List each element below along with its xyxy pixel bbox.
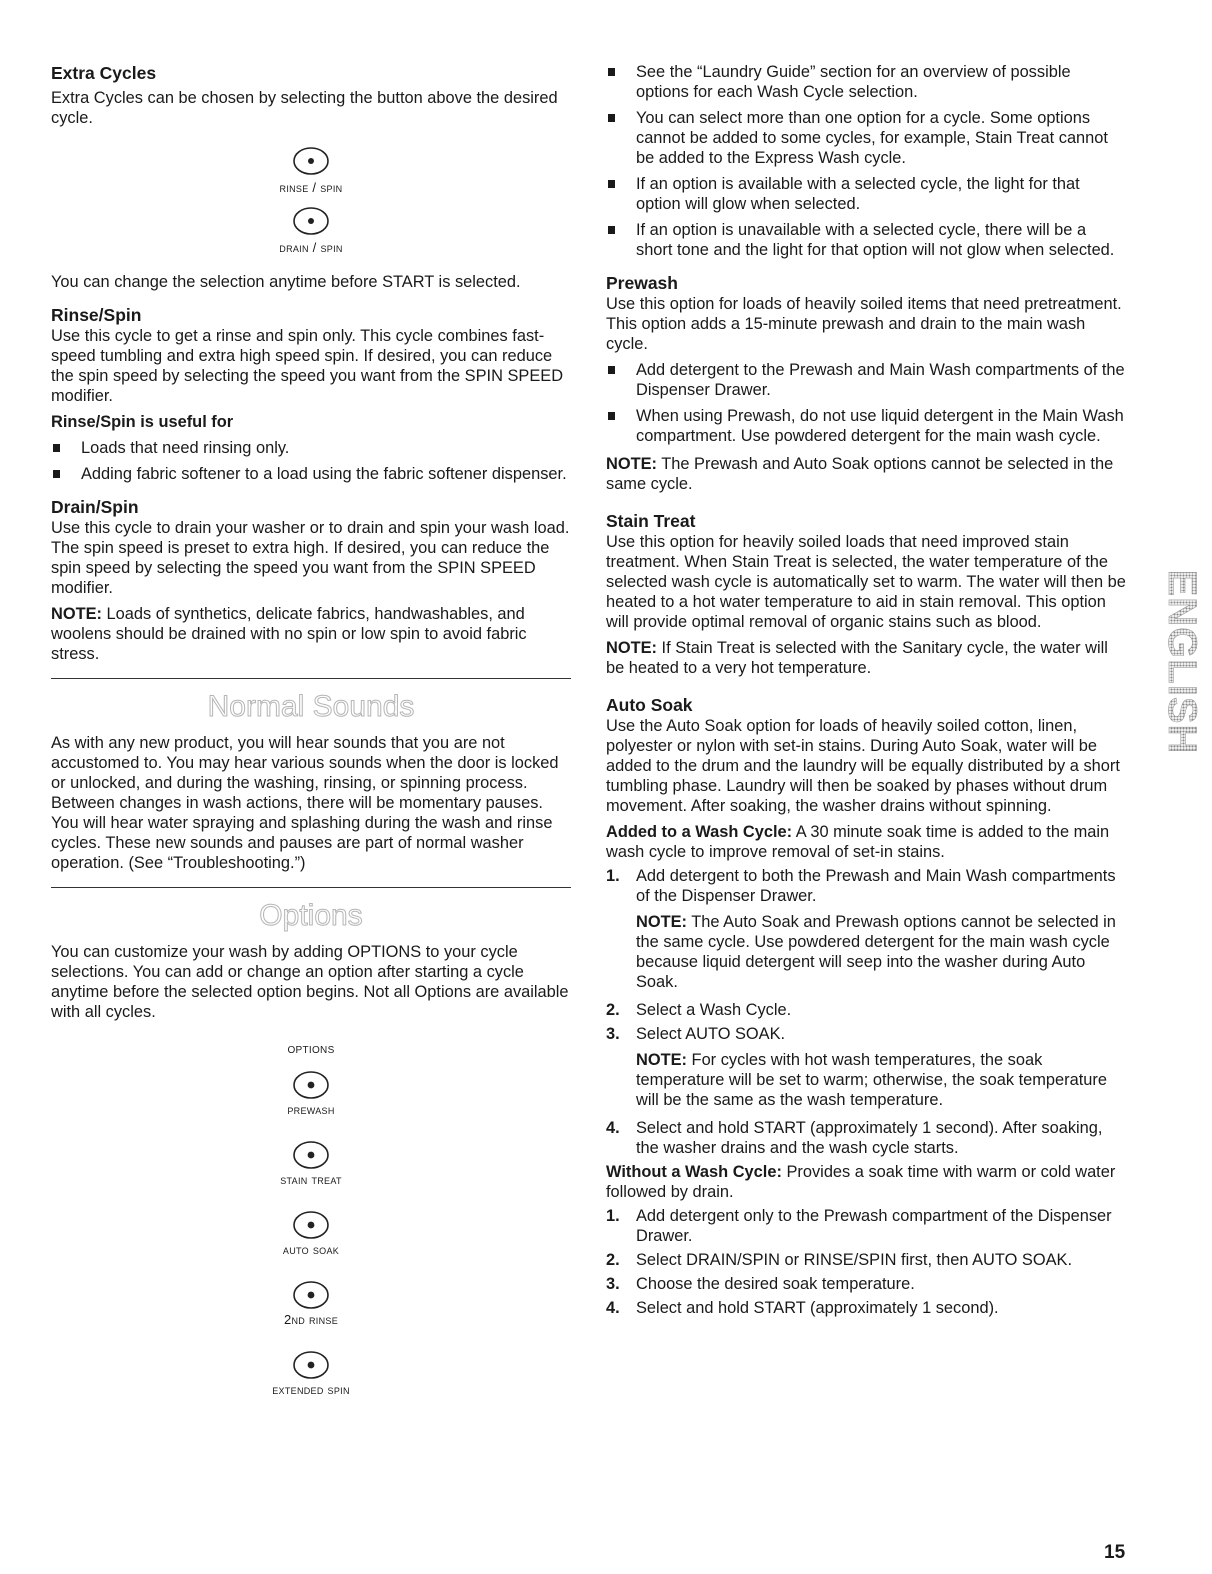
step-number: 3. [606,1275,620,1293]
note-label: NOTE: [51,605,102,623]
note-text: The Prewash and Auto Soak options cannot be selected in the same cycle. [606,455,1114,493]
list-item: If an option is unavailable with a selected cycle, there will be a short tone and the light for that option will not glow when selected. [606,220,1126,260]
list-item [606,1274,1126,1294]
added-steps [606,866,1126,1158]
list-item [606,1118,1126,1158]
stain-treat-heading: Stain Treat [606,511,696,531]
extra-cycles-intro: Extra Cycles can be chosen by selecting the button above the desired cycle. [51,89,558,127]
section-divider [51,887,571,888]
button-oval-icon [288,1140,334,1170]
extra-cycles-heading: Extra Cycles [51,63,157,83]
without-label: Without a Wash Cycle: [606,1163,782,1181]
note-label: NOTE: [606,639,657,657]
auto-soak-caption: auto soak [282,1242,340,1257]
list-item: You can select more than one option for a cycle. Some options cannot be added to some cycles, for example, Stain Treat cannot be added to the Express Wash cycle. [606,108,1126,168]
page-number: 15 [1104,1542,1126,1563]
step-text: Add detergent to both the Prewash and Main Wash compartments of the Dispenser Drawer. [636,867,1116,905]
options-panel-label: options [287,1040,335,1056]
without-steps [606,1206,1126,1318]
normal-sounds-body: As with any new product, you will hear sounds that you are not accustomed to. You may hear various sounds when the door is locked or unlocked, and during the washing, rinsing, or spinning process. Between changes in wash actions, there will be momentary pauses. You will hear water spraying and splashing during the wash and rinse cycles. These new sounds and pauses are part of normal washer operation. (See “Troubleshooting.”) [51,734,559,872]
note-label: NOTE: [606,455,657,473]
step-note [636,912,1126,992]
step-text: Choose the desired soak temperature. [636,1275,915,1293]
right-column [606,62,1126,1318]
note-text: The Auto Soak and Prewash options cannot be selected in the same cycle. Use powdered detergent for the main wash cycle because liquid detergent will seep into the washer during Auto Soak. [636,913,1116,991]
button-oval-icon [288,1350,334,1380]
section-divider [51,678,571,679]
note-label: NOTE: [636,913,687,931]
step-number: 1. [606,867,620,885]
auto-soak-heading: Auto Soak [606,695,693,715]
step-number: 4. [606,1299,620,1317]
button-oval-icon [288,1070,334,1100]
rinse-spin-body: Use this cycle to get a rinse and spin only. This cycle combines fast-speed tumbling and extra high speed spin. If desired, you can reduce the spin speed by selecting the speed you want from the SPIN SPEED modifier. [51,327,564,405]
side-tab-text: ENGLISH [1160,569,1204,755]
step-number: 4. [606,1119,620,1137]
step-text: Select and hold START (approximately 1 second). After soaking, the washer drains and the wash cycle starts. [636,1119,1103,1157]
step-note [636,1050,1126,1110]
list-item: If an option is available with a selected cycle, the light for that option will glow when selected. [606,174,1126,214]
stain-treat-note [606,638,1126,678]
auto-soak-without [606,1162,1126,1202]
step-number: 2. [606,1251,620,1269]
added-label: Added to a Wash Cycle: [606,823,793,841]
options-title: Options [259,899,363,932]
list-item: When using Prewash, do not use liquid detergent in the Main Wash compartment. Use powdered detergent for the main wash cycle. [606,406,1126,446]
prewash-caption: prewash [287,1102,335,1117]
step-text: Add detergent only to the Prewash compartment of the Dispenser Drawer. [636,1207,1112,1245]
options-panel [51,1040,571,1398]
note-text: Loads of synthetics, delicate fabrics, handwashables, and woolens should be drained with no spin or low spin to avoid fabric stress. [51,605,527,663]
auto-soak-added [606,822,1126,862]
list-item: Add detergent to the Prewash and Main Wash compartments of the Dispenser Drawer. [606,360,1126,400]
note-label: NOTE: [636,1051,687,1069]
button-oval-icon [288,146,334,176]
option-button-2nd-rinse [51,1280,571,1328]
extended-spin-caption: extended spin [272,1382,350,1397]
list-item: See the “Laundry Guide” section for an overview of possible options for each Wash Cycle selection. [606,62,1126,102]
step-text: Select a Wash Cycle. [636,1001,792,1019]
button-oval-icon [288,1280,334,1310]
option-button-stain-treat [51,1140,571,1188]
list-item [606,1250,1126,1270]
step-text: Select DRAIN/SPIN or RINSE/SPIN first, then AUTO SOAK. [636,1251,1072,1269]
prewash-bullets [606,360,1126,446]
list-item [606,1298,1126,1318]
language-side-tab [1150,562,1204,762]
button-oval-icon [288,1210,334,1240]
list-item: Loads that need rinsing only. [51,438,571,458]
list-item [606,1206,1126,1246]
step-text: Select and hold START (approximately 1 second). [636,1299,999,1317]
prewash-heading: Prewash [606,273,678,293]
list-item: Adding fabric softener to a load using the fabric softener dispenser. [51,464,571,484]
step-number: 2. [606,1001,620,1019]
added-text: A 30 minute soak time is added to the main wash cycle to improve removal of set-in stains. [606,823,1110,861]
option-button-prewash [51,1070,571,1118]
option-button-extended-spin [51,1350,571,1398]
note-text: If Stain Treat is selected with the Sanitary cycle, the water will be heated to a very hot temperature. [606,639,1108,677]
auto-soak-body: Use the Auto Soak option for loads of heavily soiled cotton, linen, polyester or nylon with set-in stains. During Auto Soak, water will be added to the drum and the laundry will be equally distributed by a short tumbling phase. Laundry will then be soaked by phases without drum movement. After soaking, the washer drains without spinning. [606,717,1120,815]
drain-spin-note [51,604,571,664]
extra-cycle-button-drain-spin [51,206,571,256]
stain-treat-body: Use this option for heavily soiled loads that need improved stain treatment. When Stain Treat is selected, the water temperature of the selected wash cycle is automatically set to warm. The water will then be heated to a hot water temperature to aid in stain removal. This option will provide optimal removal of organic stains such as blood. [606,533,1126,631]
normal-sounds-title: Normal Sounds [207,690,415,723]
list-item [606,1000,1126,1020]
options-info-bullets [606,62,1126,260]
options-body: You can customize your wash by adding OPTIONS to your cycle selections. You can add or change an option after starting a cycle anytime before the selected option begins. Not all Options are available with all cycles. [51,943,569,1021]
2nd-rinse-caption: 2nd rinse [283,1312,339,1327]
rinse-spin-caption: rinse / spin [279,180,343,195]
note-text: For cycles with hot wash temperatures, the soak temperature will be set to warm; otherwise, the soak temperature will be the same as the wash temperature. [636,1051,1107,1109]
list-item [606,1024,1126,1110]
button-oval-icon [288,206,334,236]
extra-cycle-button-rinse-spin [51,146,571,196]
step-number: 1. [606,1207,620,1225]
extra-cycles-after: You can change the selection anytime before START is selected. [51,273,521,291]
list-item [606,866,1126,992]
drain-spin-body: Use this cycle to drain your washer or to drain and spin your wash load. The spin speed is preset to extra high. If desired, you can reduce the spin speed by selecting the speed you want from the SPIN SPEED modifier. [51,519,570,597]
prewash-body: Use this option for loads of heavily soiled items that need pretreatment. This option adds a 15-minute prewash and drain to the main wash cycle. [606,295,1122,353]
rinse-spin-useful-heading: Rinse/Spin is useful for [51,413,234,431]
step-number: 3. [606,1025,620,1043]
drain-spin-heading: Drain/Spin [51,497,139,517]
rinse-spin-heading: Rinse/Spin [51,305,142,325]
left-column [51,62,571,1398]
drain-spin-caption: drain / spin [279,240,343,255]
option-button-auto-soak [51,1210,571,1258]
step-text: Select AUTO SOAK. [636,1025,786,1043]
without-text: Provides a soak time with warm or cold water followed by drain. [606,1163,1116,1201]
stain-treat-caption: stain treat [280,1172,342,1187]
prewash-note [606,454,1126,494]
rinse-spin-bullets [51,438,571,484]
